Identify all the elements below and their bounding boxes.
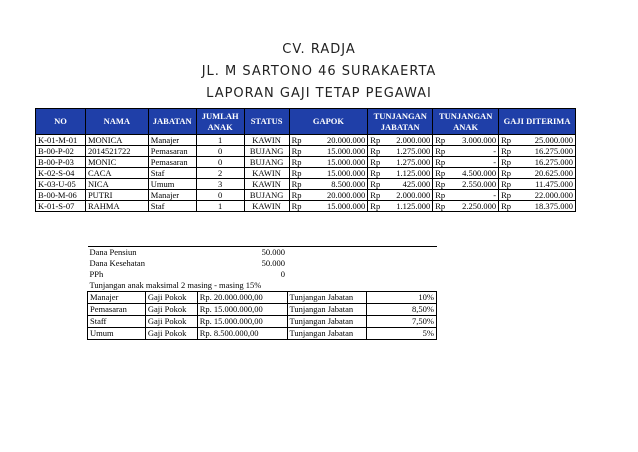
header-status: STATUS (244, 109, 289, 135)
cell-no: K-03-U-05 (36, 179, 86, 190)
cell-tunjangan-anak: - (449, 190, 499, 201)
cell-tunjangan-jabatan: 425.000 (384, 179, 433, 190)
cell-gaji-diterima: 16.275.000 (515, 146, 576, 157)
cell-tunjangan-jabatan: 1.125.000 (384, 168, 433, 179)
header-gapok: GAPOK (289, 109, 368, 135)
table-row (36, 190, 576, 201)
header-no: NO (36, 109, 86, 135)
cell-tj-currency: Rp (368, 190, 384, 201)
cell-ta-currency: Rp (433, 168, 449, 179)
position-name: Umum (88, 328, 146, 340)
cell-jumlah-anak: 0 (196, 146, 244, 157)
table-row (36, 157, 576, 168)
cell-tj-currency: Rp (368, 201, 384, 212)
cell-tunjangan-jabatan: 1.125.000 (384, 201, 433, 212)
cell-jumlah-anak: 1 (196, 201, 244, 212)
cell-tunjangan-jabatan: 2.000.000 (384, 190, 433, 201)
dana-kesehatan-label: Dana Kesehatan (89, 258, 145, 268)
cell-gaji-diterima: 22.000.000 (515, 190, 576, 201)
company-address: JL. M SARTONO 46 SURAKAERTA (201, 64, 437, 79)
cell-gaji-diterima: 18.375.000 (515, 201, 576, 212)
cell-ta-currency: Rp (433, 190, 449, 201)
cell-jabatan: Pemasaran (148, 146, 196, 157)
cell-nama: MONICA (85, 135, 148, 146)
cell-nama: CACA (85, 168, 148, 179)
cell-gapok-currency: Rp (289, 179, 305, 190)
header-tunjangan-jabatan: TUNJANGAN JABATAN (368, 109, 433, 135)
cell-gaji-currency: Rp (499, 168, 515, 179)
gaji-pokok-label: Gaji Pokok (145, 328, 197, 340)
cell-gaji-diterima: 20.625.000 (515, 168, 576, 179)
cell-gapok: 15.000.000 (305, 168, 368, 179)
info-table (87, 246, 437, 340)
cell-gapok: 8.500.000 (305, 179, 368, 190)
dana-pensiun-value: 50.000 (197, 247, 287, 259)
cell-jabatan: Pemasaran (148, 157, 196, 168)
tunjangan-jabatan-percent: 8,50% (367, 304, 437, 316)
table-row (36, 146, 576, 157)
cell-no: B-00-P-03 (36, 157, 86, 168)
position-row (88, 304, 437, 316)
cell-tunjangan-anak: - (449, 157, 499, 168)
cell-gapok: 15.000.000 (305, 201, 368, 212)
cell-status: BUJANG (244, 190, 289, 201)
gaji-pokok-value: Rp. 8.500.000,00 (197, 328, 287, 340)
cell-gapok: 15.000.000 (305, 146, 368, 157)
header-jumlah-anak: JUMLAH ANAK (196, 109, 244, 135)
cell-tj-currency: Rp (368, 135, 384, 146)
position-name: Manajer (88, 292, 146, 304)
table-header-row (36, 109, 576, 135)
cell-gaji-currency: Rp (499, 135, 515, 146)
cell-gaji-currency: Rp (499, 190, 515, 201)
company-name: CV. RADJA (282, 42, 356, 57)
cell-jabatan: Manajer (148, 190, 196, 201)
table-row (36, 135, 576, 146)
header-gaji-diterima: GAJI DITERIMA (499, 109, 576, 135)
cell-tunjangan-jabatan: 1.275.000 (384, 157, 433, 168)
cell-gaji-diterima: 16.275.000 (515, 157, 576, 168)
cell-status: KAWIN (244, 179, 289, 190)
cell-jumlah-anak: 3 (196, 179, 244, 190)
cell-gapok-currency: Rp (289, 157, 305, 168)
cell-no: B-00-M-06 (36, 190, 86, 201)
pph-value: 0 (280, 269, 286, 279)
cell-no: K-01-M-01 (36, 135, 86, 146)
cell-ta-currency: Rp (433, 146, 449, 157)
cell-nama: RAHMA (85, 201, 148, 212)
tunjangan-jabatan-percent: 5% (367, 328, 437, 340)
position-row (88, 292, 437, 304)
cell-gapok-currency: Rp (289, 135, 305, 146)
gaji-pokok-label: Gaji Pokok (145, 292, 197, 304)
tunjangan-jabatan-label: Tunjangan Jabatan (287, 316, 367, 328)
tunjangan-jabatan-label: Tunjangan Jabatan (287, 292, 367, 304)
cell-tunjangan-anak: 2.250.000 (449, 201, 499, 212)
cell-status: BUJANG (244, 146, 289, 157)
cell-nama: NICA (85, 179, 148, 190)
cell-tj-currency: Rp (368, 168, 384, 179)
tunjangan-anak-note-row (88, 280, 437, 292)
dana-pensiun-row (88, 247, 437, 259)
cell-gapok-currency: Rp (289, 168, 305, 179)
cell-gaji-diterima: 25.000.000 (515, 135, 576, 146)
tunjangan-anak-note: Tunjangan anak maksimal 2 masing - masing 15% (89, 280, 262, 290)
gaji-pokok-label: Gaji Pokok (145, 316, 197, 328)
cell-ta-currency: Rp (433, 157, 449, 168)
salary-table (35, 108, 576, 212)
cell-gapok-currency: Rp (289, 190, 305, 201)
cell-tunjangan-jabatan: 2.000.000 (384, 135, 433, 146)
table-row (36, 168, 576, 179)
position-name: Staff (88, 316, 146, 328)
gaji-pokok-value: Rp. 15.000.000,00 (197, 316, 287, 328)
dana-kesehatan-row (88, 258, 437, 269)
cell-jumlah-anak: 0 (196, 157, 244, 168)
header-nama: NAMA (85, 109, 148, 135)
tunjangan-jabatan-percent: 10% (367, 292, 437, 304)
cell-status: KAWIN (244, 201, 289, 212)
cell-jumlah-anak: 0 (196, 190, 244, 201)
cell-tunjangan-anak: 4.500.000 (449, 168, 499, 179)
cell-gaji-currency: Rp (499, 157, 515, 168)
tunjangan-jabatan-percent: 7,50% (367, 316, 437, 328)
cell-gaji-currency: Rp (499, 201, 515, 212)
cell-jabatan: Manajer (148, 135, 196, 146)
table-row (36, 201, 576, 212)
cell-tunjangan-anak: - (449, 146, 499, 157)
cell-jabatan: Umum (148, 179, 196, 190)
cell-gapok: 15.000.000 (305, 157, 368, 168)
position-name: Pemasaran (88, 304, 146, 316)
cell-nama: 2014521722 (85, 146, 148, 157)
pph-label: PPh (89, 269, 104, 279)
gaji-pokok-value: Rp. 15.000.000,00 (197, 304, 287, 316)
cell-jabatan: Staf (148, 168, 196, 179)
cell-gaji-diterima: 11.475.000 (515, 179, 576, 190)
cell-tunjangan-anak: 2.550.000 (449, 179, 499, 190)
cell-gapok-currency: Rp (289, 201, 305, 212)
cell-tunjangan-jabatan: 1.275.000 (384, 146, 433, 157)
cell-gapok: 20.000.000 (305, 135, 368, 146)
gaji-pokok-value: Rp. 20.000.000,00 (197, 292, 287, 304)
cell-no: K-01-S-07 (36, 201, 86, 212)
position-row (88, 316, 437, 328)
cell-tj-currency: Rp (368, 179, 384, 190)
tunjangan-jabatan-label: Tunjangan Jabatan (287, 328, 367, 340)
dana-kesehatan-value: 50.000 (261, 258, 286, 268)
dana-pensiun-label: Dana Pensiun (88, 247, 198, 259)
cell-jabatan: Staf (148, 201, 196, 212)
cell-gapok: 20.000.000 (305, 190, 368, 201)
cell-status: KAWIN (244, 168, 289, 179)
header-jabatan: JABATAN (148, 109, 196, 135)
cell-tunjangan-anak: 3.000.000 (449, 135, 499, 146)
cell-no: K-02-S-04 (36, 168, 86, 179)
report-title: LAPORAN GAJI TETAP PEGAWAI (206, 86, 432, 101)
cell-status: KAWIN (244, 135, 289, 146)
cell-ta-currency: Rp (433, 135, 449, 146)
cell-tj-currency: Rp (368, 146, 384, 157)
header-tunjangan-anak: TUNJANGAN ANAK (433, 109, 499, 135)
gaji-pokok-label: Gaji Pokok (145, 304, 197, 316)
pph-row (88, 269, 437, 280)
cell-gaji-currency: Rp (499, 146, 515, 157)
cell-status: BUJANG (244, 157, 289, 168)
cell-nama: MONIC (85, 157, 148, 168)
cell-jumlah-anak: 2 (196, 168, 244, 179)
cell-ta-currency: Rp (433, 201, 449, 212)
position-row (88, 328, 437, 340)
tunjangan-jabatan-label: Tunjangan Jabatan (287, 304, 367, 316)
cell-no: B-00-P-02 (36, 146, 86, 157)
cell-tj-currency: Rp (368, 157, 384, 168)
cell-ta-currency: Rp (433, 179, 449, 190)
cell-jumlah-anak: 1 (196, 135, 244, 146)
cell-gaji-currency: Rp (499, 179, 515, 190)
cell-gapok-currency: Rp (289, 146, 305, 157)
cell-nama: PUTRI (85, 190, 148, 201)
table-row (36, 179, 576, 190)
